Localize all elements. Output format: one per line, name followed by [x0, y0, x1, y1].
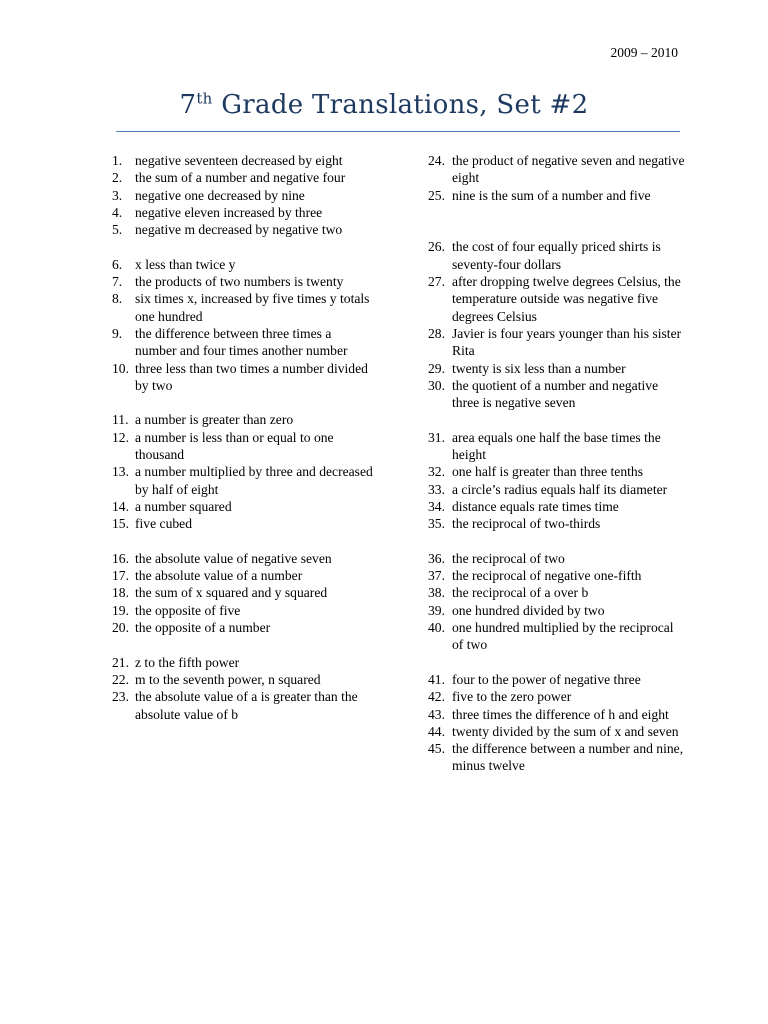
problem-item: 13. a number multiplied by three and decreased by half of eight [112, 464, 373, 497]
problem-item: 18. the sum of x squared and y squared [112, 585, 328, 601]
problem-item: 27. after dropping twelve degrees Celsius, the temperature outside was negative five degrees Celsius [428, 274, 681, 324]
problem-item: 20. the opposite of a number [112, 620, 271, 636]
page-title: 7th Grade Translations, Set #2 [179, 89, 589, 120]
problem-column-left [112, 152, 374, 723]
problem-item: 22. m to the seventh power, n squared [112, 671, 321, 687]
problem-item: 40. one hundred multiplied by the reciprocal of two [428, 620, 674, 653]
problem-item: 3. negative one decreased by nine [112, 187, 305, 203]
problem-item: 5. negative m decreased by negative two [112, 222, 343, 238]
school-year: 2009 – 2010 [610, 45, 678, 60]
problem-item: 24. the product of negative seven and negative eight [428, 153, 685, 186]
problem-item: 10. three less than two times a number divided by two [112, 360, 368, 393]
problem-item: 39. one hundred divided by two [428, 602, 605, 618]
problem-item: 36. the reciprocal of two [428, 550, 565, 566]
problem-item: 12. a number is less than or equal to one thousand [112, 429, 334, 463]
problem-item: 9. the difference between three times a number and four times another number [112, 325, 348, 359]
problem-item: 15. five cubed [112, 516, 192, 532]
problem-item: 35. the reciprocal of two-thirds [428, 516, 601, 532]
problem-item: 2. the sum of a number and negative four [112, 170, 346, 186]
problem-item: 21. z to the fifth power [112, 654, 240, 670]
problem-item: 33. a circle’s radius equals half its diameter [428, 481, 668, 497]
problem-item: 26. the cost of four equally priced shirts is seventy-four dollars [428, 239, 661, 272]
problem-item: 38. the reciprocal of a over b [428, 585, 589, 601]
problem-item: 16. the absolute value of negative seven [112, 550, 332, 566]
problem-column-right [428, 152, 688, 775]
problem-item: 30. the quotient of a number and negative three is negative seven [428, 377, 659, 411]
problem-item: 41. four to the power of negative three [428, 671, 641, 687]
problem-item: 42. five to the zero power [428, 689, 572, 705]
problem-item: 23. the absolute value of a is greater than the absolute value of b [112, 689, 358, 722]
problem-item: 7. the products of two numbers is twenty [112, 274, 344, 290]
problem-item: 43. three times the difference of h and eight [428, 706, 669, 722]
problem-item: 25. nine is the sum of a number and five [428, 187, 651, 203]
problem-item: 31. area equals one half the base times the height [428, 429, 661, 463]
problem-item: 28. Javier is four years younger than his sister Rita [428, 325, 682, 359]
problem-item: 32. one half is greater than three tenths [428, 464, 643, 480]
problem-item: 19. the opposite of five [112, 602, 241, 618]
problem-item: 29. twenty is six less than a number [428, 360, 626, 376]
problem-item: 4. negative eleven increased by three [112, 204, 323, 220]
problem-item: 45. the difference between a number and nine, minus twelve [428, 741, 684, 774]
problem-item: 8. six times x, increased by five times y totals one hundred [112, 291, 370, 324]
problem-item: 37. the reciprocal of negative one-fifth [428, 568, 642, 584]
problem-item: 6. x less than twice y [112, 256, 236, 272]
problem-item: 11. a number is greater than zero [112, 412, 294, 428]
title-divider [116, 131, 680, 132]
problem-item: 14. a number squared [112, 498, 232, 514]
problem-item: 17. the absolute value of a number [112, 568, 303, 584]
problem-item: 44. twenty divided by the sum of x and seven [428, 723, 679, 739]
problem-item: 34. distance equals rate times time [428, 498, 619, 514]
problem-item: 1. negative seventeen decreased by eight [112, 153, 343, 168]
